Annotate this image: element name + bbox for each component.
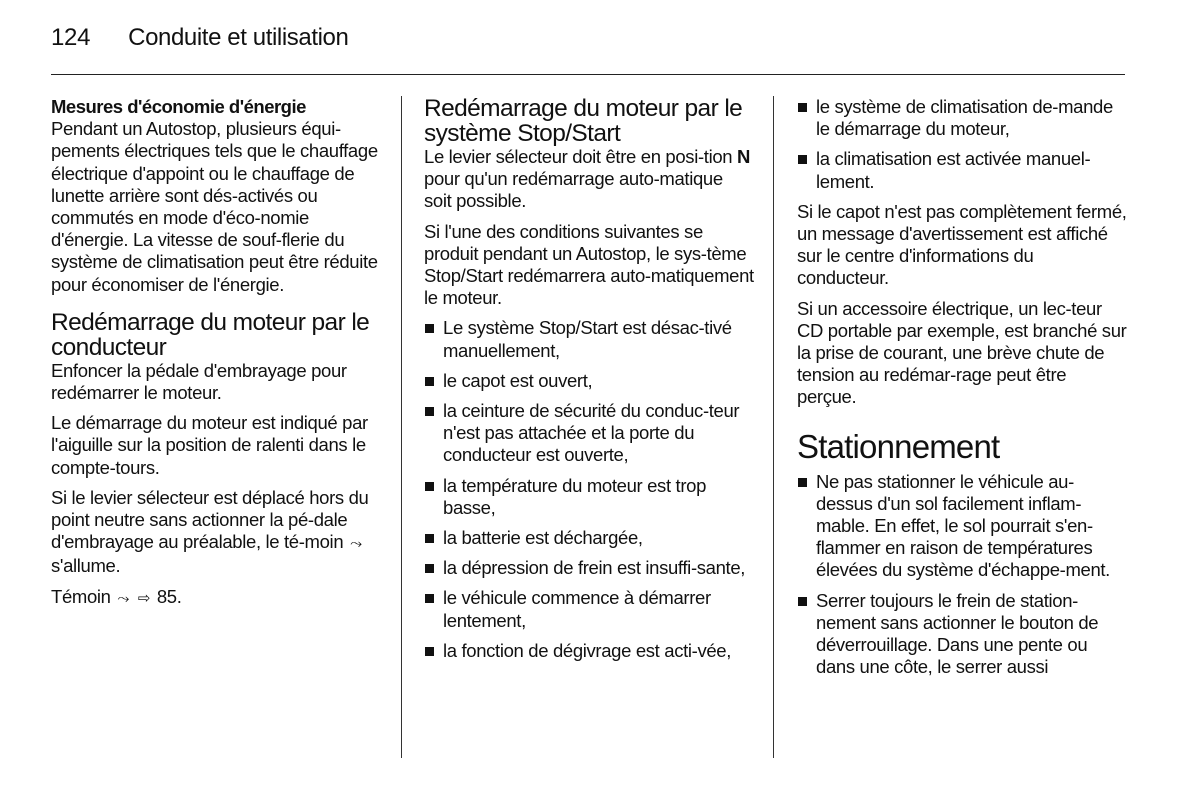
section-heading: Redémarrage du moteur par le conducteur (51, 308, 370, 361)
column-3 (797, 96, 1129, 686)
paragraph: Si un accessoire électrique, un lec-teur CD portable par exemple, est branché sur la prise de courant, une brève chute de tension au redémar-rage peut être perçue. (797, 297, 1127, 408)
stop-start-indicator-icon: ⤳ (350, 535, 362, 553)
paragraph: Si l'une des conditions suivantes se produit pendant un Autostop, le sys-tème Stop/Start redémarrera auto-matiquement le moteur. (424, 220, 754, 309)
page-header (51, 24, 348, 58)
condition-list (424, 317, 754, 662)
text-span: pour qu'un redémarrage auto-matique soit possible. (424, 168, 723, 212)
paragraph (424, 146, 754, 213)
running-title: Conduite et utilisation (128, 24, 349, 51)
paragraph: Le démarrage du moteur est indiqué par l'aiguille sur la position de ralenti dans le compte-tours. (51, 412, 368, 478)
list-item: la dépression de frein est insuffi-sante, (424, 557, 754, 579)
text-span: Témoin (51, 585, 111, 607)
text-span: Le levier sélecteur doit être en posi-tion (424, 146, 733, 167)
header-rule (51, 74, 1125, 75)
paragraph: Pendant un Autostop, plusieurs équi-pements électriques tels que le chauffage électrique d'appoint ou le chauffage de lunette arrière sont dés-activés ou commutés en mode d'éco-nomie d'énergie. La vitesse de souf-flerie du système de climatisation peut être réduite pour économiser de l'énergie. (51, 118, 378, 295)
list-item: la climatisation est activée manuel-lement. (797, 148, 1129, 192)
page-reference: 85. (156, 585, 182, 607)
cross-reference (51, 586, 383, 610)
page-number: 124 (51, 24, 91, 51)
condition-list (797, 96, 1129, 193)
list-item: la température du moteur est trop basse, (424, 475, 754, 519)
text-span: s'allume. (51, 555, 121, 577)
paragraph (51, 487, 383, 578)
paragraph: Enfoncer la pédale d'embrayage pour redémarrer le moteur. (51, 359, 347, 404)
gear-position-label: N (737, 146, 751, 167)
list-item: la batterie est déchargée, (424, 527, 754, 549)
section-heading: Redémarrage du moteur par le système Stop/Start (424, 95, 743, 147)
text-span: Si le levier sélecteur est déplacé hors du point neutre sans actionner la pé-dale d'embrayage au préalable, le té-moin (51, 486, 369, 553)
list-item: la fonction de dégivrage est acti-vée, (424, 640, 754, 662)
section-title: Stationnement (797, 427, 1000, 465)
list-item: le véhicule commence à démarrer lentement, (424, 587, 754, 631)
paragraph: Si le capot n'est pas complètement fermé, un message d'avertissement est affiché sur le centre d'informations du conducteur. (797, 200, 1127, 289)
list-item: Ne pas stationner le véhicule au-dessus d'un sol facilement inflam-mable. En effet, le sol pourrait s'en-flammer en raison de températures élevées du système d'échappe-ment. (797, 471, 1129, 582)
list-item: le système de climatisation de-mande le démarrage du moteur, (797, 96, 1129, 140)
column-divider (401, 96, 402, 758)
list-item: la ceinture de sécurité du conduc-teur n'est pas attachée et la porte du conducteur est ouverte, (424, 400, 754, 467)
list-item: Le système Stop/Start est désac-tivé manuellement, (424, 317, 754, 361)
subheading: Mesures d'économie d'énergie (51, 96, 306, 117)
list-item: le capot est ouvert, (424, 370, 754, 392)
reference-arrow-icon: ⇨ (137, 589, 151, 607)
column-2 (424, 96, 754, 670)
parking-list (797, 471, 1129, 679)
column-divider (773, 96, 774, 758)
column-1 (51, 96, 383, 618)
list-item: Serrer toujours le frein de station-nement sans actionner le bouton de déverrouillage. Dans une pente ou dans une côte, le serrer aussi (797, 590, 1129, 679)
stop-start-indicator-icon: ⤳ (117, 589, 130, 607)
